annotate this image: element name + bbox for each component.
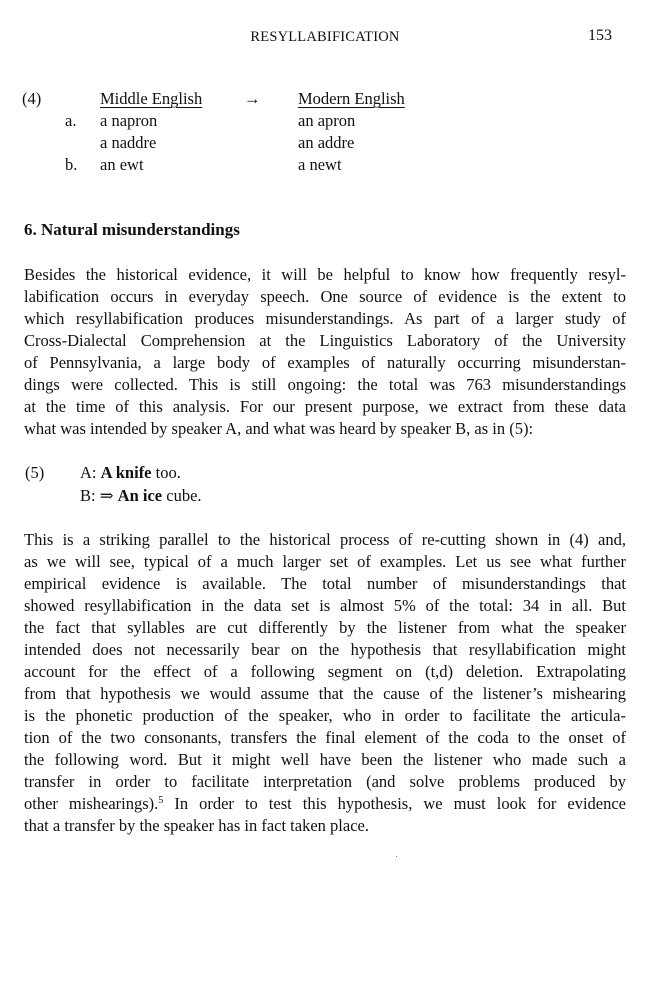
page-number: 153: [588, 27, 612, 44]
text-line: labification occurs in everyday speech. One source of evidence is the extent to: [24, 287, 626, 306]
text-line: that a transfer by the speaker has in fact taken place.: [24, 816, 369, 835]
text-line: This is a striking parallel to the historical process of re-cutting shown in (4) and,: [24, 530, 626, 549]
example-label: b.: [65, 155, 78, 174]
text-line: transfer in order to facilitate interpretation (and solve problems produced by: [24, 772, 626, 791]
text-line: what was intended by speaker A, and what was heard by speaker B, as in (5):: [24, 419, 534, 438]
text-line: is the phonetic production of the speaker, who in order to facilitate the articula-: [24, 706, 626, 725]
example-label: a.: [65, 111, 77, 130]
speaker-b-line: [80, 485, 202, 507]
double-arrow-icon: ⇒: [99, 486, 114, 505]
speaker-a-rest: too.: [155, 463, 181, 482]
example-5-number: (5): [25, 463, 45, 482]
speaker-a-label: A:: [80, 463, 97, 482]
modern-english-form: an addre: [298, 133, 355, 152]
paragraph-1: [24, 264, 626, 440]
speaker-b-rest: cube.: [166, 486, 202, 505]
text-line: Besides the historical evidence, it will be helpful to know how frequently resyl-: [24, 265, 626, 284]
text-fragment: In order to test this hypothesis, we must look for evidence: [163, 794, 626, 813]
paragraph-2: [24, 529, 626, 837]
text-line: from that hypothesis we would assume that the cause of the listener’s mishearing: [24, 684, 626, 703]
middle-english-form: a napron: [100, 111, 158, 130]
text-line: tion of the two consonants, transfers the final element of the coda to the onset of: [24, 728, 626, 747]
middle-english-form: a naddre: [100, 133, 157, 152]
example-4-number: (4): [22, 89, 42, 108]
text-line: showed resyllabification in the data set is almost 5% of the total: 34 in all. But: [24, 596, 626, 615]
text-line: dings were collected. This is still ongoing: the total was 763 misunderstandings: [24, 375, 626, 394]
text-line: the following word. But it might well have been the listener who made such a: [24, 750, 626, 769]
text-line: of Pennsylvania, a large body of examples of naturally occurring misunderstan-: [24, 353, 626, 372]
text-line: the fact that syllables are cut differently by the listener from what the speaker: [24, 618, 626, 637]
modern-english-form: an apron: [298, 111, 356, 130]
arrow-icon: →: [244, 89, 261, 108]
text-line: intended does not necessarily bear on the hypothesis that resyllabification might: [24, 640, 626, 659]
speaker-a-bold-phrase: A knife: [100, 463, 152, 482]
running-title: RESYLLABIFICATION: [250, 29, 400, 45]
text-line: at the time of this analysis. For our present purpose, we extract from these data: [24, 397, 626, 416]
text-line: [24, 793, 626, 815]
middle-english-form: an ewt: [100, 155, 144, 174]
modern-english-form: a newt: [298, 155, 342, 174]
column-header-middle-english: Middle English: [100, 89, 203, 108]
text-line: Cross-Dialectal Comprehension at the Linguistics Laboratory of the University: [24, 331, 626, 350]
column-header-modern-english: Modern English: [298, 89, 405, 108]
text-line: account for the effect of a following segment on (t,d) deletion. Extrapolating: [24, 662, 626, 681]
text-fragment: other mishearings).: [24, 794, 159, 813]
footnote-marker: 5: [158, 795, 164, 806]
section-heading: 6. Natural misunderstandings: [24, 220, 240, 239]
speaker-a-line: [80, 462, 181, 484]
speaker-b-label: B:: [80, 486, 96, 505]
text-line: as we will see, typical of a much larger set of examples. Let us see what further: [24, 552, 626, 571]
text-line: which resyllabification produces misunderstandings. As part of a larger study of: [24, 309, 626, 328]
text-line: empirical evidence is available. The total number of misunderstandings that: [24, 574, 626, 593]
print-speck: [396, 856, 397, 857]
speaker-b-bold-phrase: An ice: [117, 486, 163, 505]
